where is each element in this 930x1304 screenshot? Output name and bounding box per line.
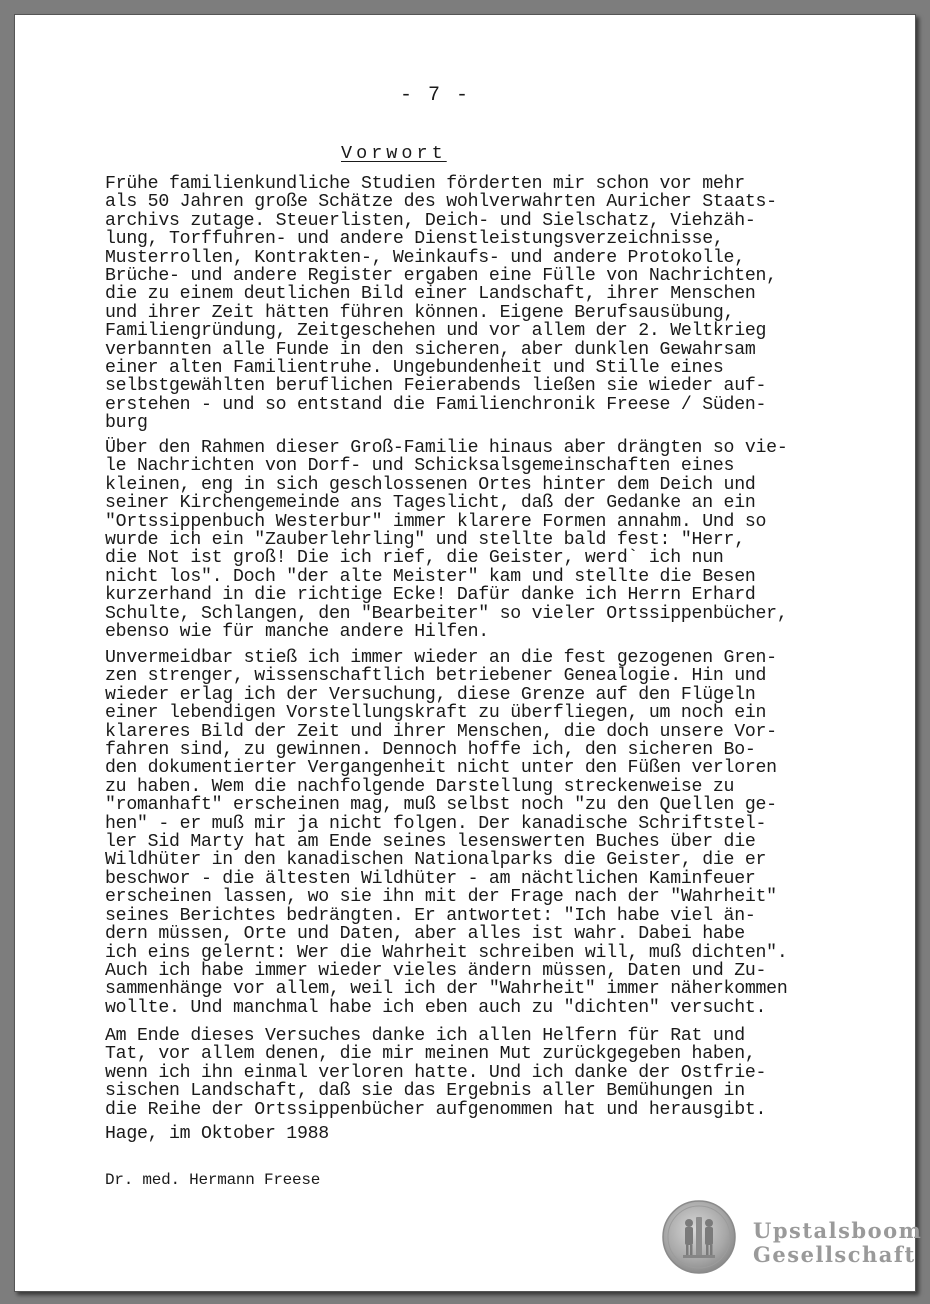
paragraph-2: Über den Rahmen dieser Groß-Familie hinaus aber drängten so vie- le Nachrichten von Dorf- und Schicksalsgemeinschaften eines kleinen, eng in sich geschlossenen Ortes hinter dem Deich und seiner Kirchengemeinde ans Tageslicht, daß der Gedanke an ein "Ortssippenbuch Westerbur" immer klarere Formen annahm. Und so wurde ich ein "Zauberlehrling" und stellte bald fest: "Herr, die Not ist groß! Die ich rief, die Geister, werd` ich nun nicht los". Doch "der alte Meister" kam und stellte die Besen kurzerhand in die richtige Ecke! Dafür danke ich Herrn Erhard Schulte, Schlangen, den "Bearbeiter" so vieler Ortssippenbücher, ebenso wie für manche andere Hilfen.	[105, 438, 788, 643]
page-number: - 7 -	[400, 84, 471, 107]
document-page	[14, 14, 923, 1292]
signature: Dr. med. Hermann Freese	[105, 1171, 321, 1189]
place-date: Hage, im Oktober 1988	[105, 1124, 329, 1144]
paragraph-4: Am Ende dieses Versuches danke ich allen Helfern für Rat und Tat, vor allem denen, die mir meinen Mut zurückgegeben haben, wenn ich ihn einmal verloren hatte. Und ich danke der Ostfrie- sischen Landschaft, daß sie das Ergebnis aller Bemühungen in die Reihe der Ortssippenbücher aufgenommen hat und herausgibt.	[105, 1026, 767, 1120]
seal-icon	[661, 1199, 737, 1275]
watermark-line-2: Gesellschaft	[753, 1242, 916, 1267]
heading-vorwort: Vorwort	[341, 143, 447, 164]
paragraph-3: Unvermeidbar stieß ich immer wieder an die fest gezogenen Gren- zen strenger, wissenschaftlich betriebener Genealogie. Hin und wieder erlag ich der Versuchung, diese Grenze auf den Flügeln einer lebendigen Vorstellungskraft zu überfliegen, um noch ein klareres Bild der Zeit und ihrer Menschen, die doch unsere Vor- fahren sind, zu gewinnen. Dennoch hoffe ich, den sicheren Bo- den dokumentierter Vergangenheit nicht unter den Füßen verloren zu haben. Wem die nachfolgende Darstellung streckenweise zu "romanhaft" erscheinen mag, muß selbst noch "zu den Quellen ge- hen" - er muß mir ja nicht folgen. Der kanadische Schriftstel- ler Sid Marty hat am Ende seines lesenswerten Buches über die Wildhüter in den kanadischen Nationalparks die Geister, die er beschwor - die ältesten Wildhüter - am nächtlichen Kaminfeuer erscheinen lassen, wo sie ihn mit der Frage nach der "Wahrheit" seines Berichtes bedrängten. Er antwortet: "Ich habe viel än- dern müssen, Orte und Daten, aber alles ist wahr. Dabei habe ich eins gelernt: Wer die Wahrheit schreiben will, muß dichten". Auch ich habe immer wieder vieles ändern müssen, Daten und Zu- sammenhänge vor allem, weil ich der "Wahrheit" immer näherkommen wollte. Und manchmal habe ich eben auch zu "dichten" versucht.	[105, 648, 788, 1018]
watermark-text	[753, 1219, 922, 1267]
watermark-line-1: Upstalsboom	[753, 1218, 923, 1243]
paragraph-1: Frühe familienkundliche Studien förderten mir schon vor mehr als 50 Jahren große Schätze des wohlverwahrten Auricher Staats- archivs zutage. Steuerlisten, Deich- und Sielschatz, Viehzäh- lung, Torffuhren- und andere Dienstleistungsverzeichnisse, Musterrollen, Kontrakten-, Weinkaufs- und andere Protokolle, Brüche- und andere Register ergaben eine Fülle von Nachrichten, die zu einem deutlichen Bild einer Landschaft, ihrer Menschen und ihrer Zeit hätten führen können. Eigene Berufsausübung, Familiengründung, Zeitgeschehen und vor allem der 2. Weltkrieg verbannten alle Funde in den sicheren, aber dunklen Gewahrsam einer alten Familientruhe. Ungebundenheit und Stille eines selbstgewählten beruflichen Feierabends ließen sie wieder auf- erstehen - und so entstand die Familienchronik Freese / Süden- burg	[105, 174, 777, 434]
